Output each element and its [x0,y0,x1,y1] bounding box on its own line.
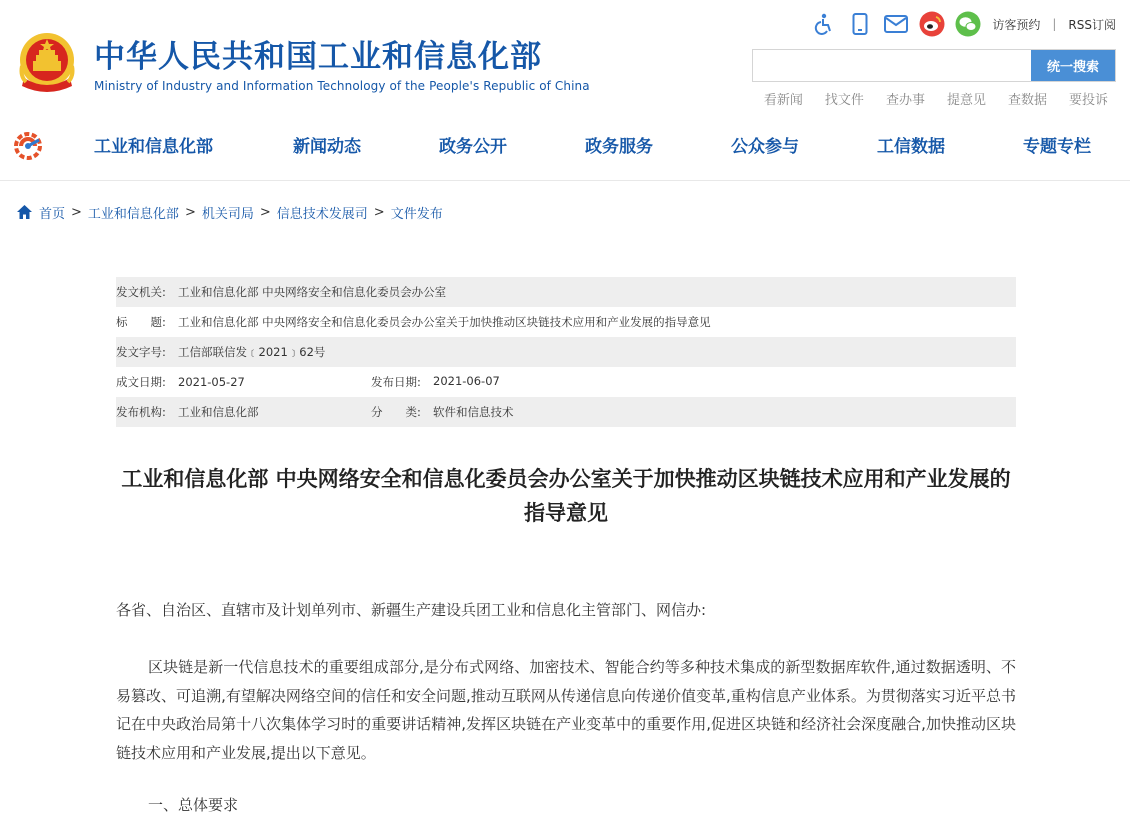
search-input[interactable] [753,50,1031,81]
article-title: 工业和信息化部 中央网络安全和信息化委员会办公室关于加快推动区块链技术应用和产业发展的指导意见 [121,467,1011,525]
meta-title-value: 工业和信息化部 中央网络安全和信息化委员会办公室关于加快推动区块链技术应用和产业发展的指导意见 [178,315,711,329]
meta-label: 分 类: [371,405,421,419]
meta-issuer-value: 工业和信息化部 中央网络安全和信息化委员会办公室 [178,285,447,299]
nav-item-government-affairs[interactable]: 政务公开 [439,137,507,157]
article-salutation: 各省、自治区、直辖市及计划单列市、新疆生产建设兵团工业和信息化主管部门、网信办: [116,601,707,619]
breadcrumb-separator: > [184,204,196,220]
visitor-appointment-link[interactable]: 访客预约 [992,17,1041,32]
breadcrumb-separator: > [71,204,82,220]
meta-agency-value: 工业和信息化部 [178,405,259,419]
breadcrumb-departments[interactable]: 机关司局 [201,206,254,222]
breadcrumb-file-release[interactable]: 文件发布 [390,206,443,222]
site-header [0,0,1130,112]
accessibility-icon[interactable] [810,10,838,38]
meta-docno-value: 工信部联信发﹝2021﹞62号 [178,345,326,359]
quick-link-data[interactable]: 查数据 [1007,93,1047,108]
meta-category-value: 软件和信息技术 [433,405,514,419]
meta-category-cell [371,404,514,420]
weibo-icon[interactable] [918,10,946,38]
nav-item-services[interactable]: 政务服务 [585,137,653,157]
meta-label: 发布机构: [116,405,166,419]
breadcrumb-it-department[interactable]: 信息技术发展司 [276,206,368,222]
meta-label: 发文机关: [116,285,166,299]
nav-item-participation[interactable]: 公众参与 [731,137,799,157]
meta-row-docno [116,337,1016,367]
breadcrumb-home[interactable]: 首页 [39,206,66,222]
toolbar-separator: | [1052,17,1057,31]
breadcrumb-ministry[interactable]: 工业和信息化部 [87,206,179,222]
meta-label: 成文日期: [116,375,166,389]
meta-label: 发文字号: [116,345,166,359]
quick-link-complaint[interactable]: 要投诉 [1068,93,1108,108]
unified-search-button[interactable]: 统一搜索 [1031,50,1115,81]
article-paragraph: 区块链是新一代信息技术的重要组成部分,是分布式网络、加密技术、智能合约等多种技术集成的新型数据库软件,通过数据透明、不易篡改、可追溯,有望解决网络空间的信任和安全问题,推动互联网从传递信息向传递价值变革,重构信息产业体系。为贯彻落实习近平总书记在中央政治局第十八次集体学习时的重要讲话精神,发挥区块链在产业变革中的重要作用,促进区块链和经济社会深度融合,加快推动区块链技术应用和产业发展,提出以下意见。 [116,658,1016,762]
main-nav [0,120,1130,170]
quick-link-documents[interactable]: 找文件 [824,93,864,108]
ministry-logo-icon[interactable] [12,130,44,162]
quick-link-feedback[interactable]: 提意见 [946,93,986,108]
meta-created-date: 2021-05-27 [178,375,245,389]
rss-subscribe-link[interactable]: RSS订阅 [1068,17,1116,32]
nav-item-ministry[interactable]: 工业和信息化部 [94,137,213,157]
meta-published-cell [371,374,500,390]
meta-label: 标 题: [116,315,166,329]
wechat-icon[interactable] [954,10,982,38]
site-title-english[interactable]: Ministry of Industry and Information Technology of the People's Republic of China [94,79,590,93]
section-heading: 一、总体要求 [148,796,239,814]
site-title-chinese[interactable]: 中华人民共和国工业和信息化部 [94,39,542,75]
nav-item-data[interactable]: 工信数据 [877,137,945,157]
top-toolbar [802,10,1116,38]
home-icon[interactable] [16,204,33,220]
quick-link-services[interactable]: 查办事 [885,93,925,108]
meta-published-date: 2021-06-07 [433,374,500,388]
national-emblem-logo[interactable] [16,30,78,96]
meta-row-dates [116,367,1016,397]
nav-divider [0,180,1130,181]
nav-item-special-topics[interactable]: 专题专栏 [1023,137,1091,157]
mobile-icon[interactable] [846,10,874,38]
breadcrumb-separator: > [373,204,385,220]
breadcrumb-separator: > [259,204,271,220]
meta-row-title [116,307,1016,337]
quick-links [742,89,1108,108]
meta-row-issuer [116,277,1016,307]
nav-item-news[interactable]: 新闻动态 [293,137,361,157]
meta-label: 发布日期: [371,375,421,389]
meta-row-agency [116,397,1016,427]
document-meta-table [116,277,1016,427]
mail-icon[interactable] [882,10,910,38]
search-box [752,49,1116,82]
breadcrumb [16,203,443,221]
quick-link-news[interactable]: 看新闻 [763,93,803,108]
